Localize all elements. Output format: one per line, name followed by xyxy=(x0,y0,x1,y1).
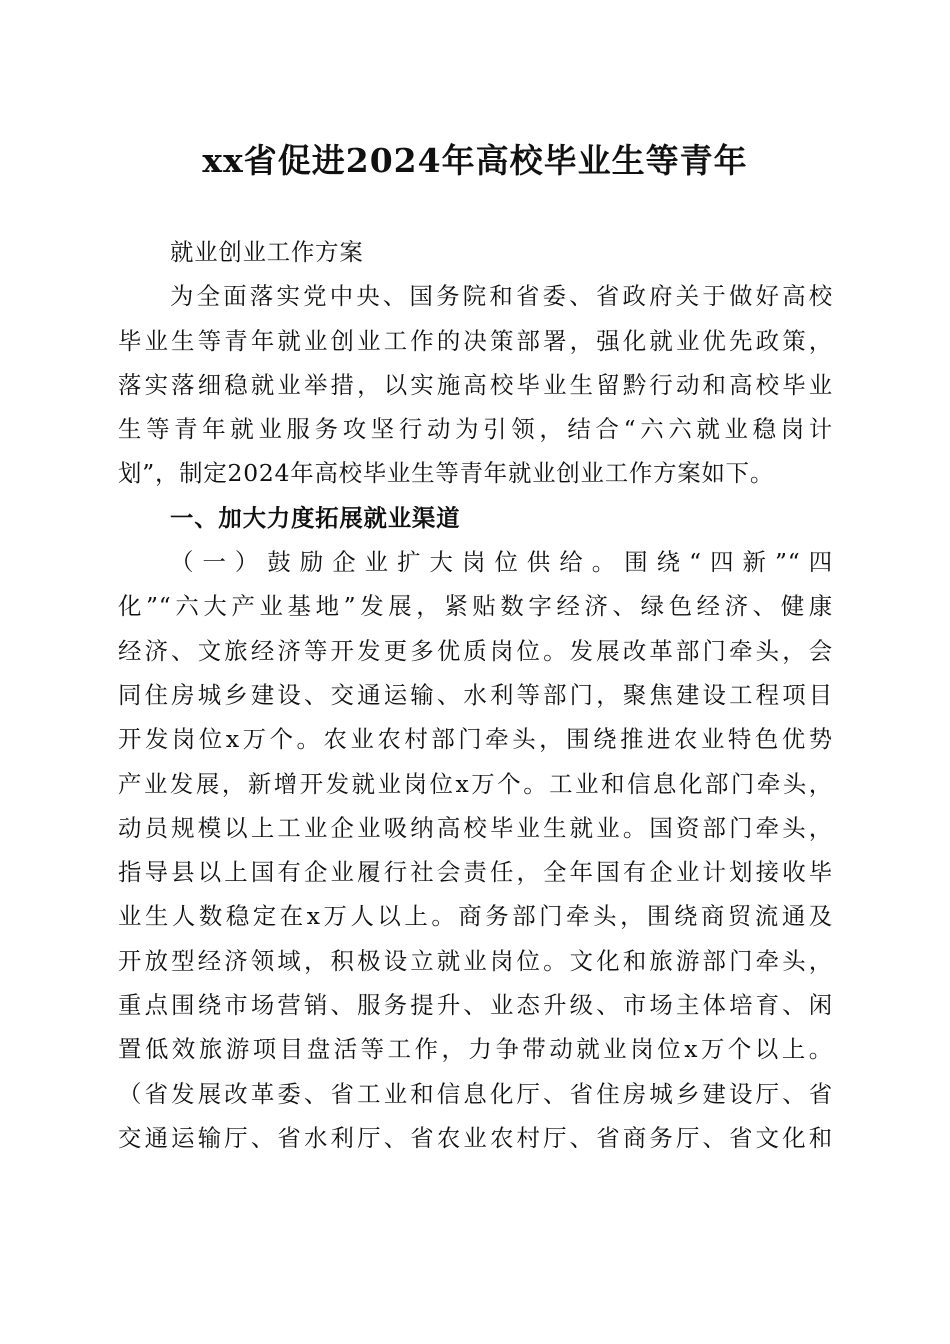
paragraph-line: 动员规模以上工业企业吸纳高校毕业生就业。国资部门牵头， xyxy=(118,813,833,842)
paragraph-line: 开放型经济领域，积极设立就业岗位。文化和旅游部门牵头， xyxy=(118,946,833,975)
paragraph-line: 指导县以上国有企业履行社会责任，全年国有企业计划接收毕 xyxy=(118,858,833,887)
paragraph-line: 同住房城乡建设、交通运输、水利等部门，聚焦建设工程项目 xyxy=(118,680,833,709)
paragraph-line: （省发展改革委、省工业和信息化厅、省住房城乡建设厅、省 xyxy=(118,1079,833,1108)
paragraph-line: 产业发展，新增开发就业岗位x万个。工业和信息化部门牵头， xyxy=(118,769,833,798)
paragraph-line: 生等青年就业服务攻坚行动为引领，结合“六六就业稳岗计 xyxy=(118,415,833,444)
paragraph-line: （一）鼓励企业扩大岗位供给。围绕“四新”“四 xyxy=(170,548,833,577)
paragraph-line: 落实落细稳就业举措，以实施高校毕业生留黔行动和高校毕业 xyxy=(118,370,833,399)
paragraph-line: 开发岗位x万个。农业农村部门牵头，围绕推进农业特色优势 xyxy=(118,725,833,754)
section-paragraph xyxy=(118,540,833,1160)
intro-paragraph xyxy=(118,274,833,495)
paragraph-line: 置低效旅游项目盘活等工作，力争带动就业岗位x万个以上。 xyxy=(118,1035,833,1064)
document-title: xx省促进2024年高校毕业生等青年 xyxy=(202,141,748,180)
paragraph-line: 为全面落实党中央、国务院和省委、省政府关于做好高校 xyxy=(170,282,833,311)
paragraph-line: 化”“六大产业基地”发展，紧贴数字经济、绿色经济、健康 xyxy=(118,592,833,621)
paragraph-line: 经济、文旅经济等开发更多优质岗位。发展改革部门牵头，会 xyxy=(118,636,833,665)
paragraph-line: 划”，制定2024年高校毕业生等青年就业创业工作方案如下。 xyxy=(118,459,775,488)
paragraph-line: 业生人数稳定在x万人以上。商务部门牵头，围绕商贸流通及 xyxy=(118,902,833,931)
document-body xyxy=(118,230,833,1160)
section-heading: 一、加大力度拓展就业渠道 xyxy=(170,503,461,532)
paragraph-line: 毕业生等青年就业创业工作的决策部署，强化就业优先政策， xyxy=(118,326,833,355)
paragraph-line: 交通运输厅、省水利厅、省农业农村厅、省商务厅、省文化和 xyxy=(118,1123,833,1152)
paragraph-line: 重点围绕市场营销、服务提升、业态升级、市场主体培育、闲 xyxy=(118,991,833,1020)
document-subtitle: 就业创业工作方案 xyxy=(170,238,364,266)
